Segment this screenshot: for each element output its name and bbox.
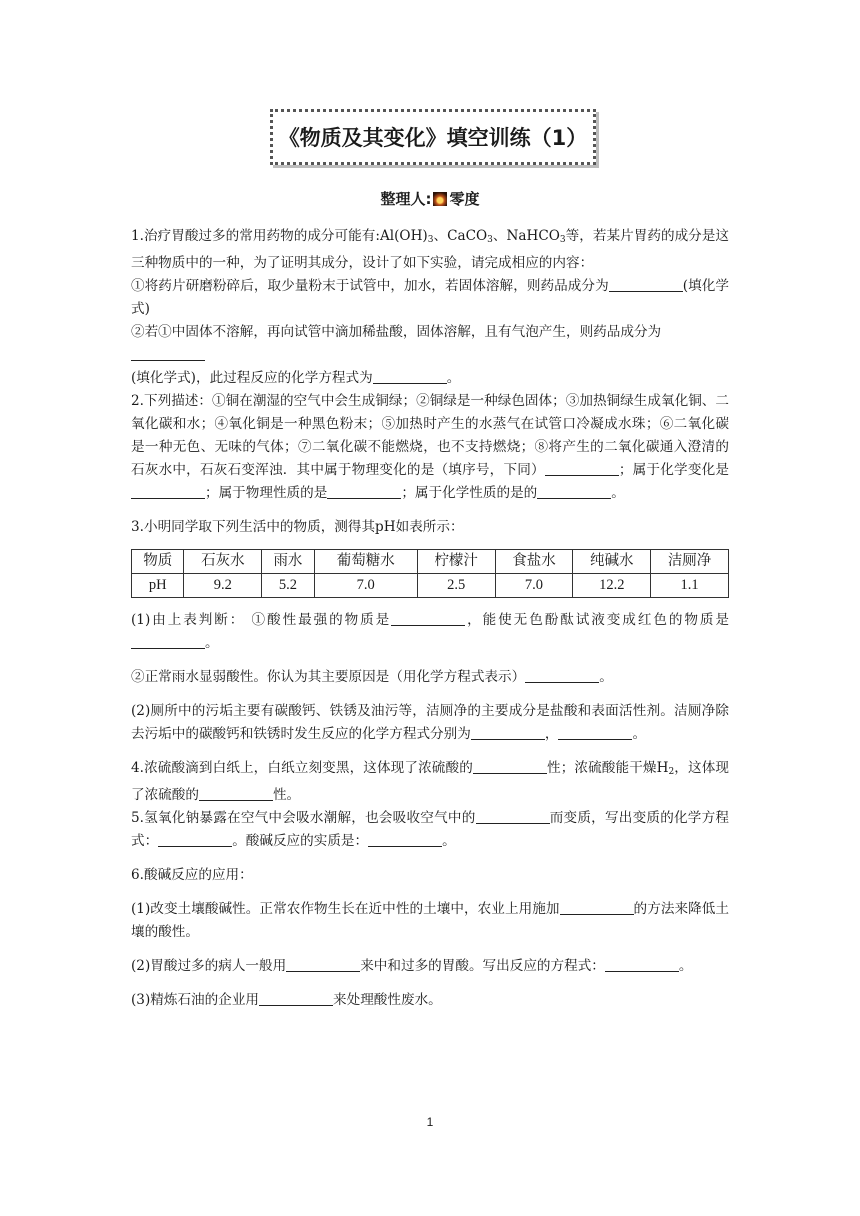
table-cell: 2.5 xyxy=(417,574,495,598)
question-1-intro: 1.治疗胃酸过多的常用药物的成分可能有$:Al(OH)_3$、CaCO$_3$、NaHCO$_3$等，若某片胃药的成分是这三种物质中的一种，为了证明其成分，设计了如下实验，请完成相应的内容： xyxy=(131,228,729,271)
question-6-part-3: (3)精炼石油的企业用 来处理酸性废水。 xyxy=(131,992,442,1008)
table-cell: 7.0 xyxy=(495,574,573,598)
answer-blank[interactable] xyxy=(286,957,360,972)
answer-blank[interactable] xyxy=(471,725,545,740)
question-6-intro: 6.酸碱反应的应用： xyxy=(131,867,253,883)
table-cell: 5.2 xyxy=(262,574,314,598)
answer-blank[interactable] xyxy=(131,634,205,649)
question-6-part-1: (1)改变土壤酸碱性。正常农作物生长在近中性的土壤中，农业上用施加 的方法来降低土壤的酸性。 xyxy=(131,901,729,940)
answer-blank[interactable] xyxy=(373,369,447,384)
answer-blank[interactable] xyxy=(476,809,550,824)
table-row xyxy=(132,550,729,574)
answer-blank[interactable] xyxy=(131,484,205,499)
question-1-step-1: ①将药片研磨粉碎后，取少量粉末于试管中，加水，若固体溶解，则药品成分为 (填化学式) xyxy=(131,278,730,317)
table-cell: 7.0 xyxy=(314,574,417,598)
answer-blank[interactable] xyxy=(605,957,679,972)
question-3-part-1: (1)由上表判断： ①酸性最强的物质是 ，能使无色酚酞试液变成红色的物质是。 xyxy=(131,612,730,651)
ph-table xyxy=(131,549,729,598)
question-6-part-2: (2)胃酸过多的病人一般用 来中和过多的胃酸。写出反应的方程式： 。 xyxy=(131,958,693,974)
table-cell: 12.2 xyxy=(573,574,651,598)
table-cell: pH xyxy=(132,574,184,598)
page-title: 《物质及其变化》填空训练（1） xyxy=(270,109,596,165)
compiler-name: 零度 xyxy=(449,190,480,208)
answer-blank[interactable] xyxy=(158,832,232,847)
table-cell: 柠檬汁 xyxy=(417,550,495,574)
answer-blank[interactable] xyxy=(199,786,273,801)
answer-blank[interactable] xyxy=(558,725,632,740)
answer-blank[interactable] xyxy=(259,991,333,1006)
question-4: 4.浓硫酸滴到白纸上，白纸立刻变黑，这体现了浓硫酸的 性；浓硫酸能干燥$H_2$，这体现了浓硫酸的 性。 xyxy=(131,760,730,803)
table-cell: 1.1 xyxy=(651,574,729,598)
table-cell: 9.2 xyxy=(184,574,262,598)
answer-blank[interactable] xyxy=(545,461,619,476)
table-cell: 雨水 xyxy=(262,550,314,574)
table-cell: 石灰水 xyxy=(184,550,262,574)
answer-blank[interactable] xyxy=(537,484,611,499)
table-cell: 洁厕净 xyxy=(651,550,729,574)
question-3-part-2: ②正常雨水显弱酸性。你认为其主要原因是（用化学方程式表示） 。 xyxy=(131,669,613,685)
table-row xyxy=(132,574,729,598)
question-1-step-2: ②若①中固体不溶解，再向试管中滴加稀盐酸，固体溶解，且有气泡产生，则药品成分为 (填化学式)，此过程反应的化学方程式为 。 xyxy=(131,324,662,386)
worksheet-content xyxy=(131,225,729,1012)
question-3-part-3: (2)厕所中的污垢主要有碳酸钙、铁锈及油污等，洁厕净的主要成分是盐酸和表面活性剂。洁厕净除去污垢中的碳酸钙和铁锈时发生反应的化学方程式分别为 ， 。 xyxy=(131,703,729,742)
question-2: 2.下列描述：①铜在潮湿的空气中会生成铜绿；②铜绿是一种绿色固体；③加热铜绿生成氧化铜、二氧化碳和水；④氧化铜是一种黑色粉末；⑤加热时产生的水蒸气在试管口冷凝成水珠；⑥二氧化碳是一种无色、无味的气体；⑦二氧化碳不能燃烧，也不支持燃烧；⑧将产生的二氧化碳通入澄清的石灰水中，石灰石变浑浊．其中属于物理变化的是（填序号，下同） ；属于化学变化是；属于物理性质的是 ；属于化学性质的是的 。 xyxy=(131,393,730,501)
question-3-intro: 3.小明同学取下列生活中的物质，测得其pH如表所示： xyxy=(131,519,464,535)
answer-blank[interactable] xyxy=(473,759,547,774)
answer-blank[interactable] xyxy=(368,832,442,847)
answer-blank[interactable] xyxy=(131,346,205,361)
table-cell: 纯碱水 xyxy=(573,550,651,574)
table-cell: 食盐水 xyxy=(495,550,573,574)
sunset-icon xyxy=(433,192,447,206)
answer-blank[interactable] xyxy=(609,277,683,292)
answer-blank[interactable] xyxy=(327,484,401,499)
answer-blank[interactable] xyxy=(525,668,599,683)
page-number: 1 xyxy=(426,1115,434,1129)
compiler-line xyxy=(0,188,860,209)
compiler-label: 整理人: xyxy=(380,190,432,208)
question-5: 5.氢氧化钠暴露在空气中会吸水潮解，也会吸收空气中的 而变质，写出变质的化学方程式： 。酸碱反应的实质是： 。 xyxy=(131,810,730,849)
answer-blank[interactable] xyxy=(560,900,634,915)
answer-blank[interactable] xyxy=(391,611,465,626)
table-cell: 葡萄糖水 xyxy=(314,550,417,574)
table-cell: 物质 xyxy=(132,550,184,574)
